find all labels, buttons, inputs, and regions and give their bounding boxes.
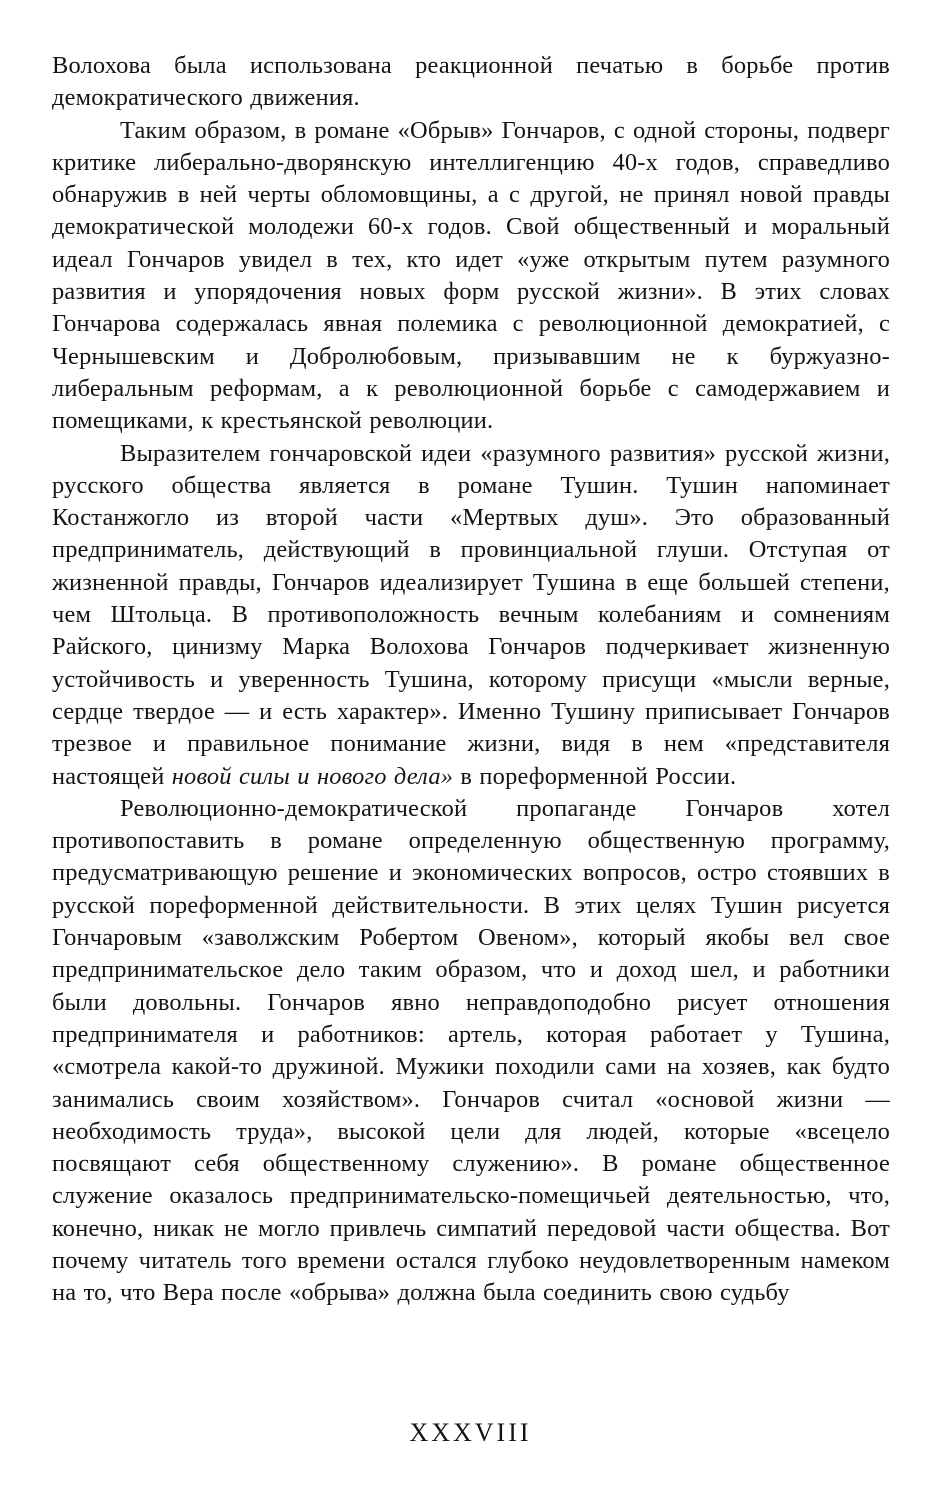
- paragraph-4: Революционно-демократической пропаганде Гончаров хотел противопоставить в романе определенную общественную программу, предусматривающую решение и экономических вопросов, остро стоявших в русской пореформенной действительности. В этих целях Тушин рисуется Гончаровым «заволжским Робертом Овеном», который якобы вел свое предпринимательское дело таким образом, что и доход шел, и работники были довольны. Гончаров явно неправдоподобно рисует отношения предпринимателя и работников: артель, которая работает у Тушина, «смотрела какой-то дружиной. Мужики походили сами на хозяев, как будто занимались своим хозяйством». Гончаров считал «основой жизни — необходимость труда», высокой цели для людей, которые «всецело посвящают себя общественному служению». В романе общественное служение оказалось предпринимательско-помещичьей деятельностью, что, конечно, никак не могло привлечь симпатий передовой части общества. Вот почему читатель того времени остался глубоко неудовлетворенным намеком на то, что Вера после «обрыва» должна была соединить свою судьбу: [52, 794, 890, 1307]
- page-text: [52, 50, 890, 1310]
- paragraph-3: [52, 438, 890, 793]
- page-number: XXXVIII: [409, 1418, 532, 1447]
- paragraph-2: Таким образом, в романе «Обрыв» Гончаров, с одной стороны, подверг критике либерально-дворянскую интеллигенцию 40-х годов, справедливо обнаружив в ней черты обломовщины, а с другой, не принял новой правды демократической молодежи 60-х годов. Свой общественный и моральный идеал Гончаров увидел в тех, кто идет «уже открытым путем разумного развития и упорядочения новых форм русской жизни». В этих словах Гончарова содержалась явная полемика с революционной демократией, с Чернышевским и Добролюбовым, призывавшим не к буржуазно-либеральным реформам, а к революционной борьбе с самодержавием и помещиками, к крестьянской революции.: [52, 116, 890, 435]
- paragraph-3-text-end: в пореформенной России.: [453, 762, 737, 790]
- paragraph-1: Волохова была использована реакционной печатью в борьбе против демократического движения.: [52, 52, 890, 112]
- paragraph-3-text-start: Выразителем гончаровской идеи «разумного развития» русской жизни, русского общества является в романе Тушин. Тушин напоминает Костанжогло из второй части «Мертвых душ». Это образованный предприниматель, действующий в провинциальной глуши. Отступая от жизненной правды, Гончаров идеализирует Тушина в еще большей степени, чем Штольца. В противоположность вечным колебаниям и сомнениям Райского, цинизму Марка Волохова Гончаров подчеркивает жизненную устойчивость и уверенность Тушина, которому присущи «мысли верные, сердце твердое — и есть характер». Именно Тушину приписывает Гончаров трезвое и правильное понимание жизни, видя в нем «представителя настоящей: [52, 439, 890, 790]
- paragraph-3-italic-quote: новой силы и нового дела»: [171, 762, 454, 790]
